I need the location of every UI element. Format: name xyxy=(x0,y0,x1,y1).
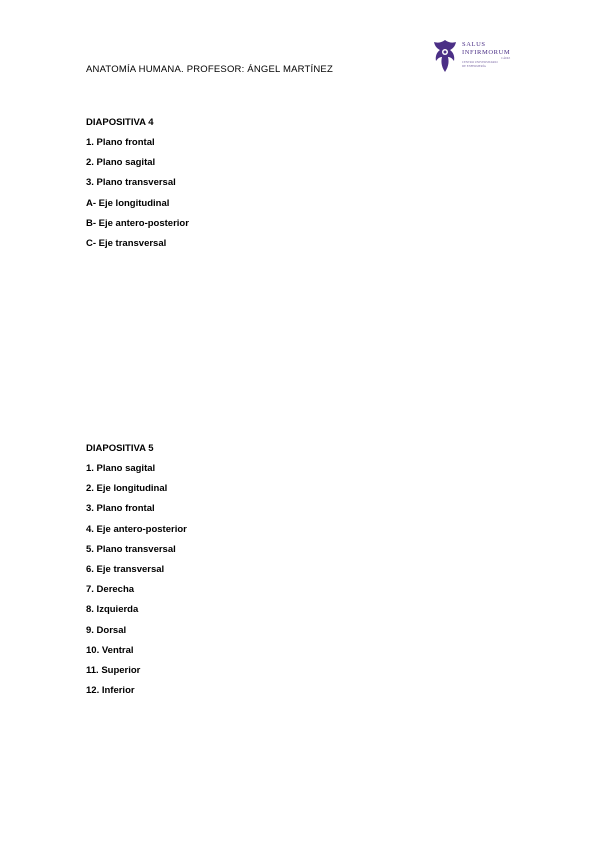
section-title: DIAPOSITIVA 4 xyxy=(86,117,154,128)
section-title: DIAPOSITIVA 5 xyxy=(86,443,154,454)
salus-infirmorum-logo xyxy=(432,39,518,75)
list-item: 2. Plano sagital xyxy=(86,157,156,169)
logo-line-salus: SALUS xyxy=(462,41,486,48)
list-item: 7. Derecha xyxy=(86,584,135,596)
logo-line-centro: CENTRO UNIVERSITARIO xyxy=(462,60,498,64)
logo-line-city: CÁDIZ xyxy=(501,56,511,60)
list-item: 2. Eje longitudinal xyxy=(86,483,168,495)
list-item: C- Eje transversal xyxy=(86,237,167,249)
list-item: 8. Izquierda xyxy=(86,604,139,616)
list-item: 1. Plano sagital xyxy=(86,463,156,474)
logo-line-infirmorum: INFIRMORUM xyxy=(462,48,511,56)
section-diapositiva-5 xyxy=(86,444,187,706)
list-item: 12. Inferior xyxy=(86,685,135,697)
list-item: 4. Eje antero-posterior xyxy=(86,523,187,535)
list-item: B- Eje antero-posterior xyxy=(86,217,189,229)
list-item: A- Eje longitudinal xyxy=(86,197,170,209)
logo-emblem-icon xyxy=(432,39,458,73)
list-item: 3. Plano transversal xyxy=(86,177,176,189)
page-header-title: ANATOMÍA HUMANA. PROFESOR: ÁNGEL MARTÍNEZ xyxy=(86,64,333,75)
list-item: 10. Ventral xyxy=(86,644,134,656)
logo-wordmark xyxy=(462,42,510,68)
list-item: 3. Plano frontal xyxy=(86,503,155,515)
list-item: 5. Plano transversal xyxy=(86,543,176,555)
list-item: 1. Plano frontal xyxy=(86,137,155,148)
list-item: 9. Dorsal xyxy=(86,624,127,636)
section-diapositiva-4 xyxy=(86,118,189,259)
list-item: 11. Superior xyxy=(86,664,141,676)
list-item: 6. Eje transversal xyxy=(86,563,165,575)
logo-line-enfermeria: DE ENFERMERÍA xyxy=(462,64,486,68)
